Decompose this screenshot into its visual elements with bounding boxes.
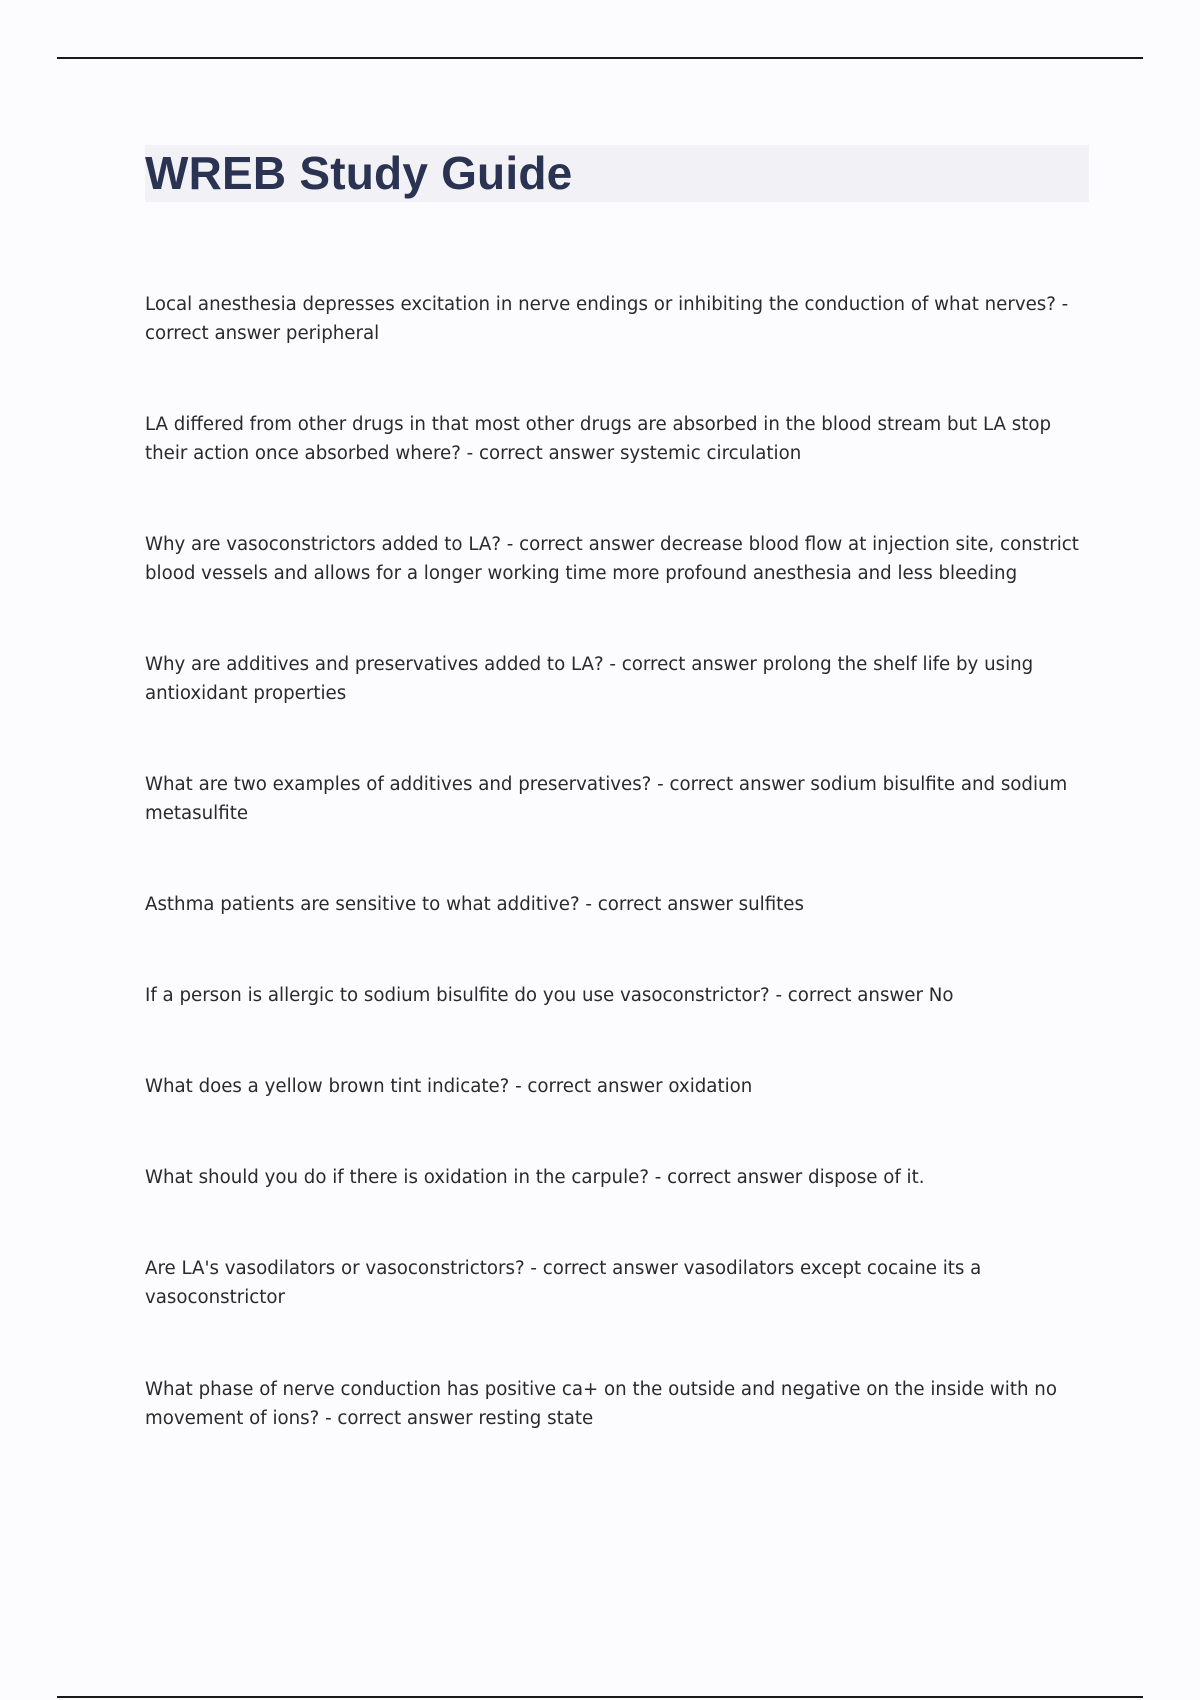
document-title: WREB Study Guide: [145, 147, 573, 199]
qa-item: Are LA's vasodilators or vasoconstrictors? - correct answer vasodilators except cocaine its a vasoconstrictor: [145, 1258, 982, 1308]
qa-item: What are two examples of additives and preservatives? - correct answer sodium bisulfite and sodium metasulfite: [145, 774, 1068, 824]
qa-item: What should you do if there is oxidation in the carpule? - correct answer dispose of it.: [145, 1167, 925, 1188]
qa-item: What does a yellow brown tint indicate? - correct answer oxidation: [145, 1076, 753, 1097]
qa-item: Local anesthesia depresses excitation in nerve endings or inhibiting the conduction of what nerves? - correct answer peripheral: [145, 294, 1069, 344]
bottom-divider: [57, 1696, 1143, 1698]
qa-item: Why are additives and preservatives added to LA? - correct answer prolong the shelf life by using antioxidant properties: [145, 654, 1034, 704]
qa-item: If a person is allergic to sodium bisulfite do you use vasoconstrictor? - correct answer No: [145, 985, 954, 1006]
qa-item: Asthma patients are sensitive to what additive? - correct answer sulfites: [145, 894, 804, 915]
qa-item: LA differed from other drugs in that most other drugs are absorbed in the blood stream but LA stop their action once absorbed where? - correct answer systemic circulation: [145, 414, 1052, 464]
qa-item: What phase of nerve conduction has positive ca+ on the outside and negative on the inside with no movement of ions? - correct answer resting state: [145, 1379, 1057, 1429]
top-divider: [57, 57, 1143, 59]
qa-item: Why are vasoconstrictors added to LA? - correct answer decrease blood flow at injection site, constrict blood vessels and allows for a longer working time more profound anesthesia and less bleeding: [145, 534, 1079, 584]
